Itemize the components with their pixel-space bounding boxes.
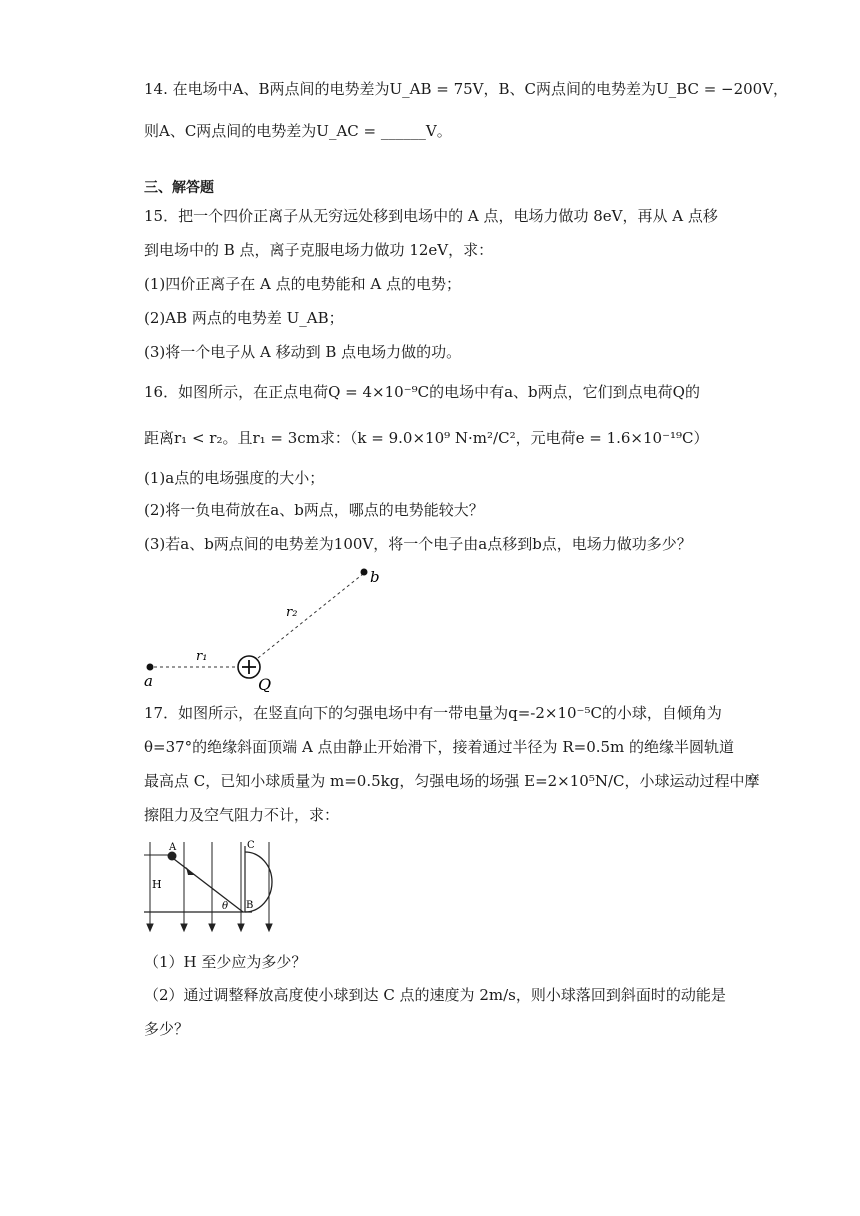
label-H: H: [152, 878, 162, 891]
label-theta: θ: [222, 901, 229, 912]
q15-sub2: (2)AB 两点的电势差 U_AB；: [144, 309, 344, 327]
label-Q: Q: [258, 675, 272, 692]
q17-sub2b: 多少？: [144, 1020, 190, 1038]
incline: [170, 856, 243, 912]
label-C: C: [247, 840, 255, 851]
q17-line1: 17．如图所示，在竖直向下的匀强电场中有一带电量为q=-2×10⁻⁵C的小球，自倾角为: [144, 704, 722, 722]
q15-line1: 15．把一个四价正离子从无穷远处移到电场中的 A 点，电场力做功 8eV，再从 A 点移: [144, 207, 718, 225]
point-b-dot: [361, 569, 368, 576]
q15-line2: 到电场中的 B 点，离子克服电场力做功 12eV，求：: [144, 241, 494, 259]
q17-sub2a: （2）通过调整释放高度使小球到达 C 点的速度为 2m/s，则小球落回到斜面时的动能是: [144, 986, 726, 1004]
q17-figure: [142, 838, 312, 938]
q16-sub1: (1)a点的电场强度的大小；: [144, 469, 325, 487]
r2-dashed-line: [258, 574, 363, 658]
label-r2: r₂: [286, 605, 298, 620]
q17-line2: θ=37°的绝缘斜面顶端 A 点由静止开始滑下，接着通过半径为 R=0.5m 的绝缘半圆轨道: [144, 738, 735, 756]
label-b: b: [370, 568, 380, 586]
q16-line1: 16．如图所示，在正点电荷Q = 4×10⁻⁹C的电场中有a、b两点，它们到点电荷Q的: [144, 383, 700, 401]
point-a-dot: [147, 664, 154, 671]
q17-line3: 最高点 C，已知小球质量为 m=0.5kg，匀强电场的场强 E=2×10⁵N/C，小球运动过程中摩: [144, 772, 760, 790]
q15-sub3: (3)将一个电子从 A 移动到 B 点电场力做的功。: [144, 343, 462, 361]
q16-figure: [140, 562, 400, 692]
label-a: a: [144, 672, 153, 690]
label-r1: r₁: [196, 649, 208, 664]
q15-sub1: (1)四价正离子在 A 点的电势能和 A 点的电势；: [144, 275, 461, 293]
q14-line1: 14. 在电场中A、B两点间的电势差为U_AB = 75V，B、C两点间的电势差为U_BC = −200V，: [144, 80, 789, 98]
q16-line2: 距离r₁ < r₂。且r₁ = 3cm求：（k = 9.0×10⁹ N·m²/C²，元电荷e = 1.6×10⁻¹⁹C）: [144, 429, 709, 447]
q16-sub3: (3)若a、b两点间的电势差为100V，将一个电子由a点移到b点，电场力做功多少？: [144, 535, 692, 553]
q14-line2: 则A、C两点间的电势差为U_AC = ______V。: [144, 122, 452, 140]
label-A: A: [169, 842, 177, 853]
label-B: B: [246, 900, 254, 911]
q17-sub1: （1）H 至少应为多少？: [144, 953, 307, 971]
q16-sub2: (2)将一负电荷放在a、b两点，哪点的电势能较大？: [144, 501, 484, 519]
section-title: 三、解答题: [144, 180, 214, 196]
q17-line4: 擦阻力及空气阻力不计，求：: [144, 806, 340, 824]
